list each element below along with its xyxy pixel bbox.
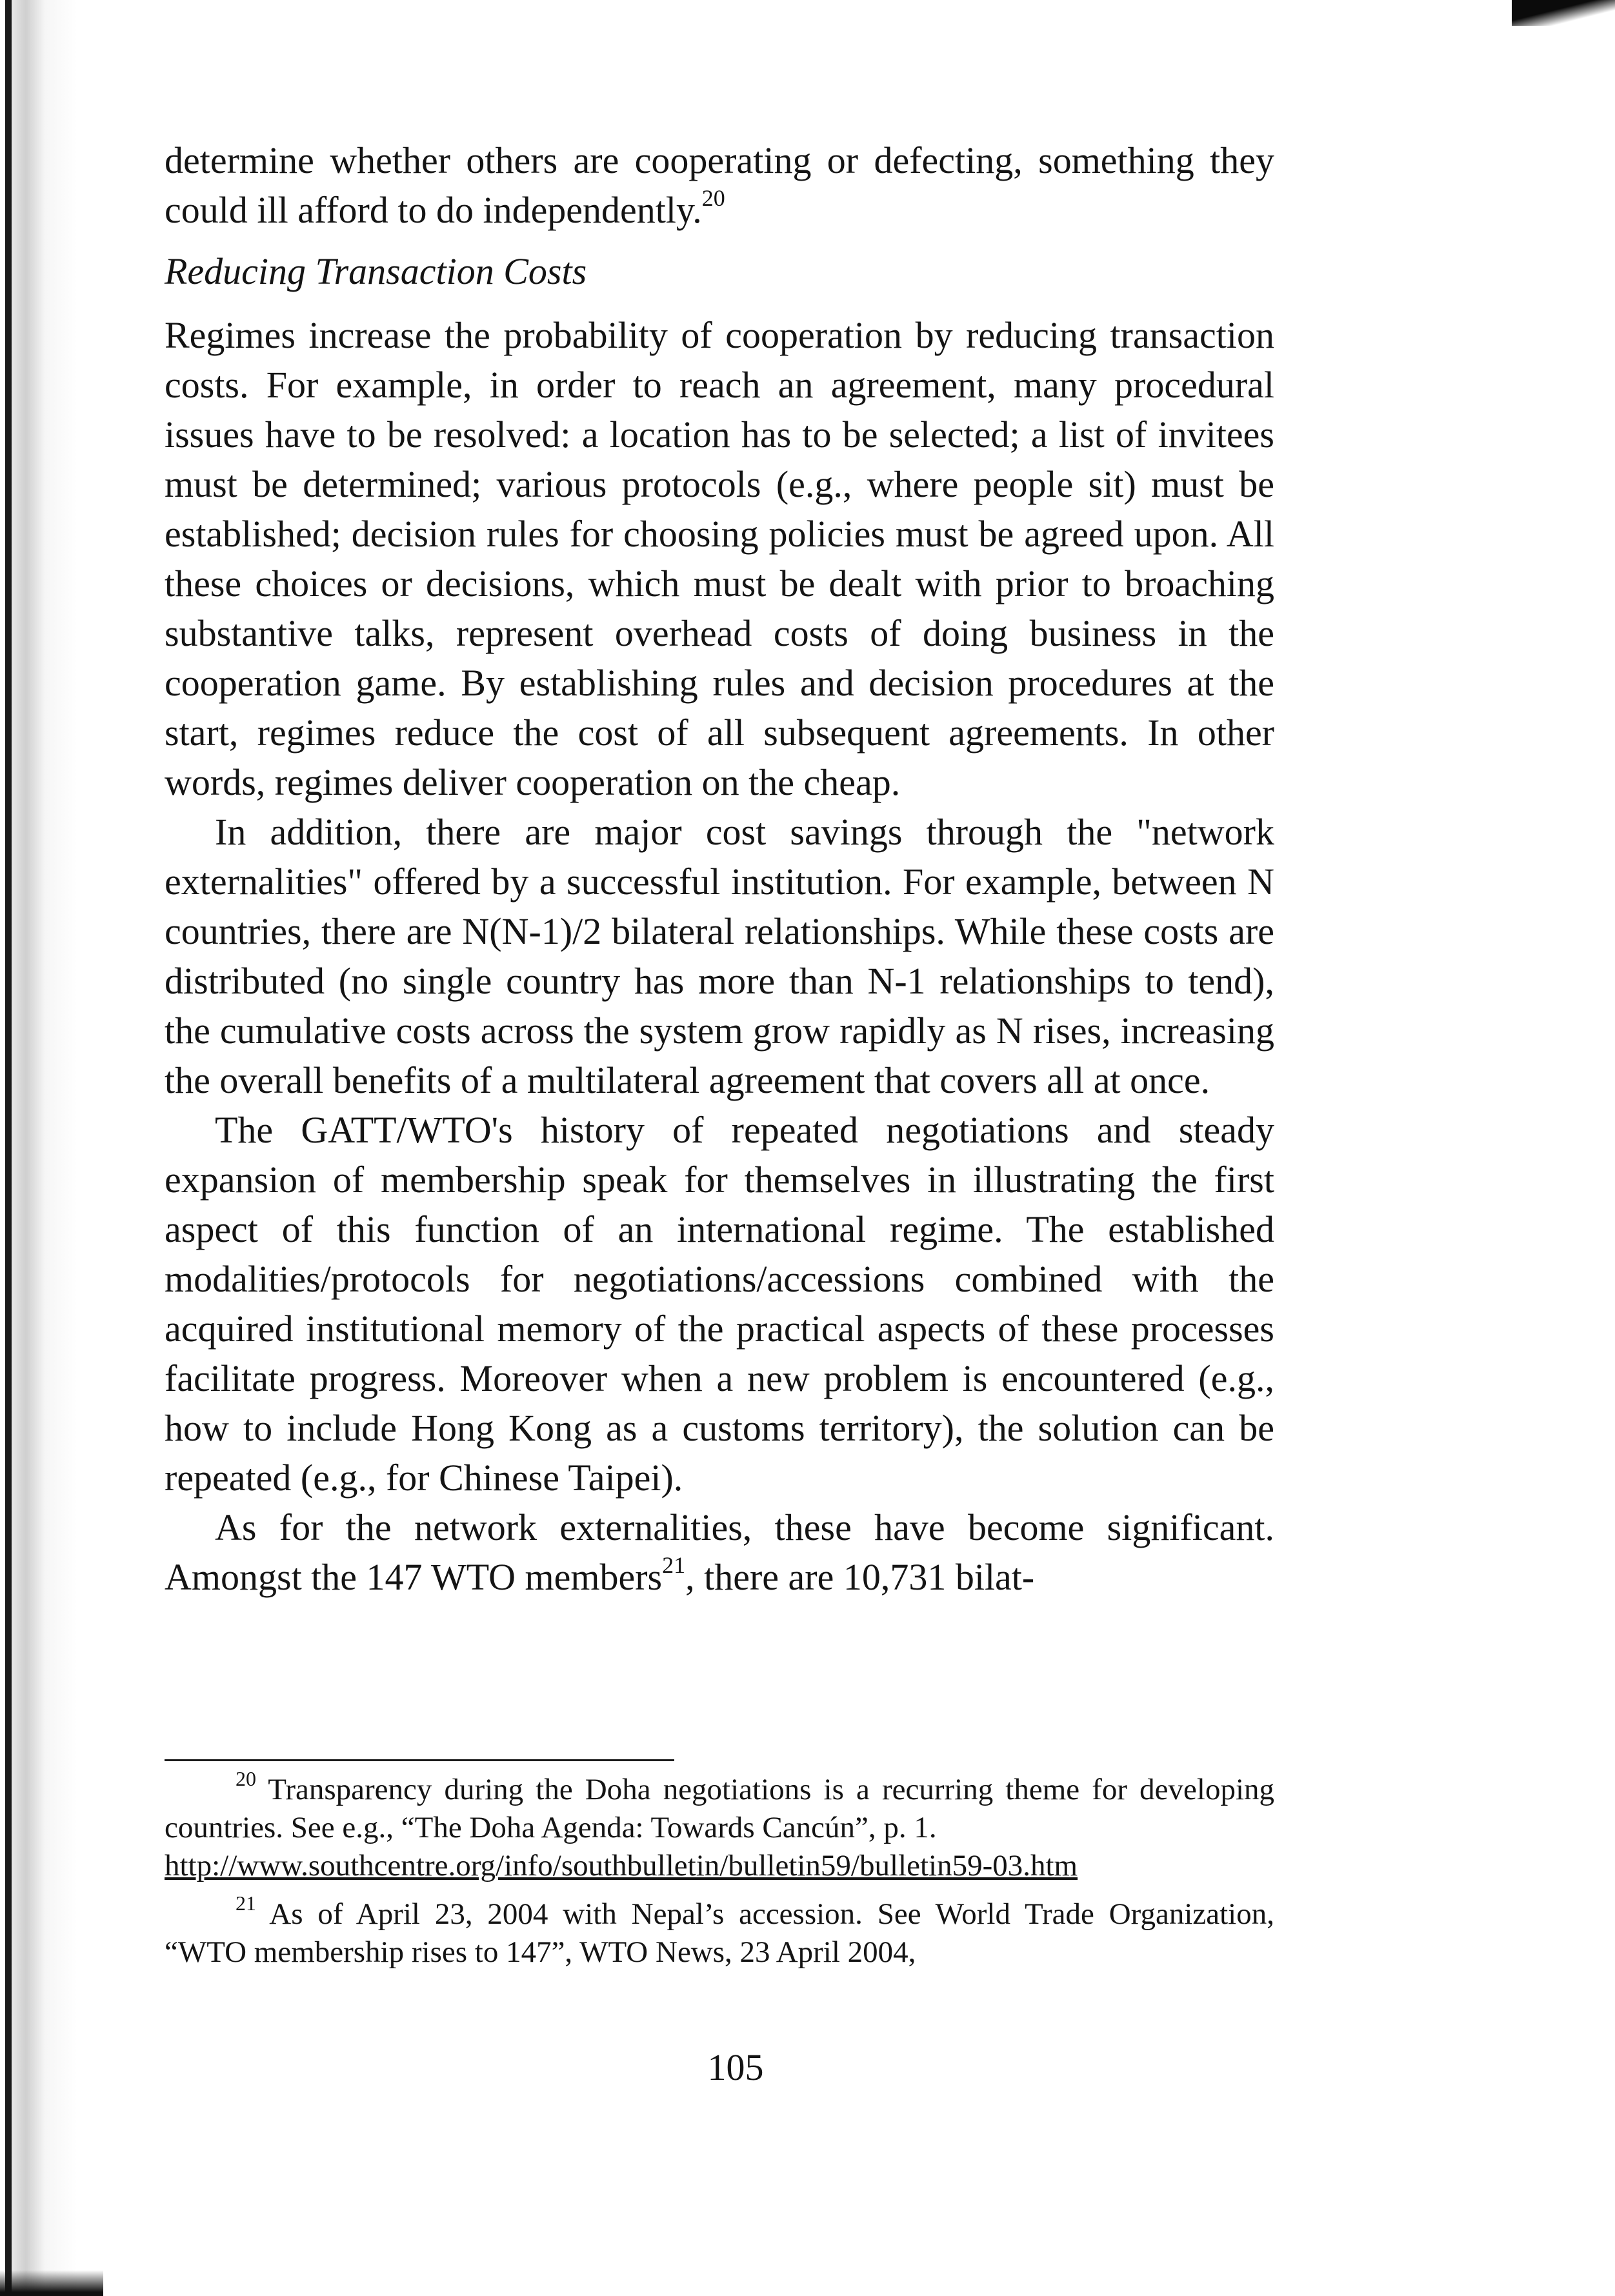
- footnote-separator: [165, 1759, 674, 1761]
- paragraph-wto-members-text-b: , there are 10,731 bilat-: [685, 1556, 1035, 1598]
- paragraph-gatt-wto-history: The GATT/WTO's history of repeated negotiations and steady expansion of membership speak for themselves in illustrating the first aspect of this function of an international regime. The established modalities/protocols for negotiations/accessions combined with the acquired institutional memory of the practical aspects of these processes facilitate progress. Moreover when a new problem is encountered (e.g., how to include Hong Kong as a customs territory), the solution can be repeated (e.g., for Chinese Taipei).: [165, 1109, 1274, 1499]
- footnotes: [165, 1767, 1274, 1972]
- footnote-20-number: 20: [236, 1767, 256, 1791]
- page-body: [165, 135, 1274, 1602]
- footnote-20-link[interactable]: http://www.southcentre.org/info/southbulletin/bulletin59/bulletin59-03.htm: [165, 1849, 1078, 1882]
- footnote-21-number: 21: [236, 1892, 256, 1915]
- scan-corner-shadow: [1512, 0, 1615, 26]
- binding-bottom-shadow: [0, 2270, 103, 2296]
- footnote-21-text: As of April 23, 2004 with Nepal’s accession. See World Trade Organization, “WTO membership rises to 147”, WTO News, 23 April 2004,: [165, 1897, 1274, 1969]
- paragraph-transaction-costs: Regimes increase the probability of cooperation by reducing transaction costs. For example, in order to reach an agreement, many procedural issues have to be resolved: a location has to be selected; a list of invitees must be determined; various protocols (e.g., where people sit) must be established; decision rules for choosing policies must be agreed upon. All these choices or decisions, which must be dealt with prior to broaching substantive talks, represent overhead costs of doing business in the cooperation game. By establishing rules and decision procedures at the start, regimes reduce the cost of all subsequent agreements. In other words, regimes deliver cooperation on the cheap.: [165, 314, 1274, 803]
- footnote-ref-20: 20: [701, 185, 725, 211]
- continued-paragraph-text: determine whether others are cooperating or defecting, something they could ill afford to do independently.: [165, 139, 1274, 231]
- paragraph-network-externalities: In addition, there are major cost savings through the "network externalities" offered by a successful institution. For example, between N countries, there are N(N-1)/2 bilateral relationships. While these costs are distributed (no single country has more than N-1 relationships to tend), the cumulative costs across the system grow rapidly as N rises, increasing the overall benefits of a multilateral agreement that covers all at once.: [165, 811, 1274, 1101]
- footnote-20-text: Transparency during the Doha negotiations is a recurring theme for developing countries. See e.g., “The Doha Agenda: Towards Cancún”, p. 1.: [165, 1773, 1274, 1844]
- book-binding-shadow: [0, 0, 77, 2296]
- footnote-ref-21: 21: [662, 1552, 686, 1578]
- paragraph-wto-members-text-a: As for the network externalities, these have become significant. Amongst the 147 WTO members: [165, 1506, 1274, 1598]
- footnote-20: [165, 1767, 1274, 1885]
- continued-paragraph: [165, 135, 1274, 235]
- page-number: 105: [707, 2046, 764, 2088]
- paragraph-wto-members: [165, 1502, 1274, 1602]
- footnote-21: [165, 1892, 1274, 1972]
- section-heading: Reducing Transaction Costs: [165, 250, 587, 292]
